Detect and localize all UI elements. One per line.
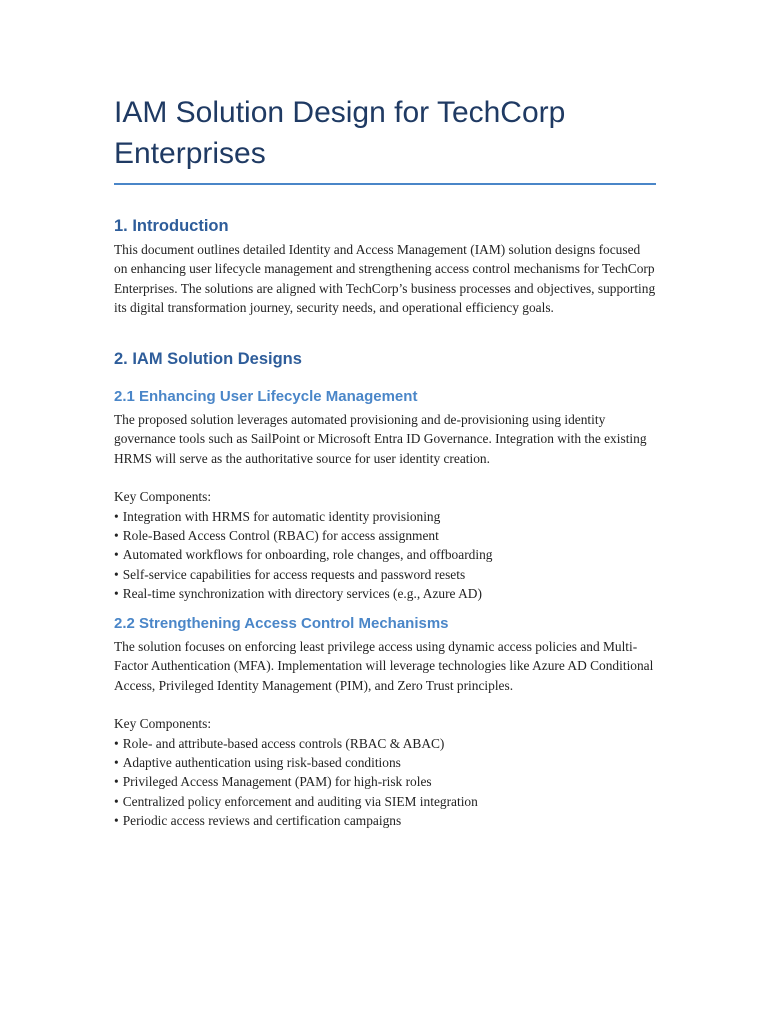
bullet-icon: • <box>114 754 119 770</box>
bullet-icon: • <box>114 585 119 601</box>
spacer <box>114 468 656 487</box>
list-item-text: Periodic access reviews and certification campaigns <box>122 812 402 828</box>
list-item <box>114 565 656 584</box>
list-item <box>114 734 656 753</box>
list-item-text: Role- and attribute-based access controls (RBAC & ABAC) <box>122 735 445 751</box>
access-control-paragraph: The solution focuses on enforcing least privilege access using dynamic access policies and Multi-Factor Authentication (MFA). Implementation will leverage technologies like Azure AD Conditional Access, Privileged Identity Management (PIM), and Zero Trust principles. <box>114 639 654 693</box>
list-item <box>114 526 656 545</box>
lifecycle-components-list <box>114 507 656 603</box>
list-item <box>114 792 656 811</box>
bullet-icon: • <box>114 793 119 809</box>
list-item-text: Centralized policy enforcement and auditing via SIEM integration <box>122 793 478 809</box>
list-item-text: Adaptive authentication using risk-based conditions <box>122 754 401 770</box>
list-item <box>114 772 656 791</box>
bullet-icon: • <box>114 547 119 563</box>
solution-designs-heading: 2. IAM Solution Designs <box>114 350 302 369</box>
spacer <box>114 695 656 714</box>
lifecycle-paragraph: The proposed solution leverages automated provisioning and de-provisioning using identity governance tools such as SailPoint or Microsoft Entra ID Governance. Integration with the existing HRMS will serve as the authoritative source for user identity creation. <box>114 412 647 466</box>
bullet-icon: • <box>114 774 119 790</box>
list-item <box>114 811 656 830</box>
lifecycle-components-label: Key Components: <box>114 489 212 505</box>
bullet-icon: • <box>114 812 119 828</box>
bullet-icon: • <box>114 527 119 543</box>
list-item <box>114 545 656 564</box>
list-item <box>114 507 656 526</box>
document-page <box>114 92 656 830</box>
list-item-text: Role-Based Access Control (RBAC) for access assignment <box>122 527 439 543</box>
list-item-text: Real-time synchronization with directory services (e.g., Azure AD) <box>122 585 482 601</box>
access-control-components-label: Key Components: <box>114 716 212 732</box>
bullet-icon: • <box>114 735 119 751</box>
list-item-text: Integration with HRMS for automatic identity provisioning <box>122 508 441 524</box>
list-item-text: Self-service capabilities for access requests and password resets <box>122 566 466 582</box>
document-title: IAM Solution Design for TechCorp Enterprises <box>114 92 656 185</box>
list-item-text: Automated workflows for onboarding, role changes, and offboarding <box>122 547 493 563</box>
introduction-heading: 1. Introduction <box>114 217 229 235</box>
bullet-icon: • <box>114 508 119 524</box>
introduction-paragraph: This document outlines detailed Identity and Access Management (IAM) solution designs focused on enhancing user lifecycle management and strengthening access control mechanisms for TechCorp Enterprises. The solutions are aligned with TechCorp’s business processes and objectives, supporting its digital transformation journey, security needs, and operational efficiency goals. <box>114 242 656 315</box>
list-item <box>114 584 656 603</box>
access-control-components-list <box>114 734 656 830</box>
access-control-heading: 2.2 Strengthening Access Control Mechanisms <box>114 615 449 633</box>
bullet-icon: • <box>114 566 119 582</box>
list-item <box>114 753 656 772</box>
lifecycle-heading: 2.1 Enhancing User Lifecycle Management <box>114 388 418 406</box>
list-item-text: Privileged Access Management (PAM) for high-risk roles <box>122 774 432 790</box>
